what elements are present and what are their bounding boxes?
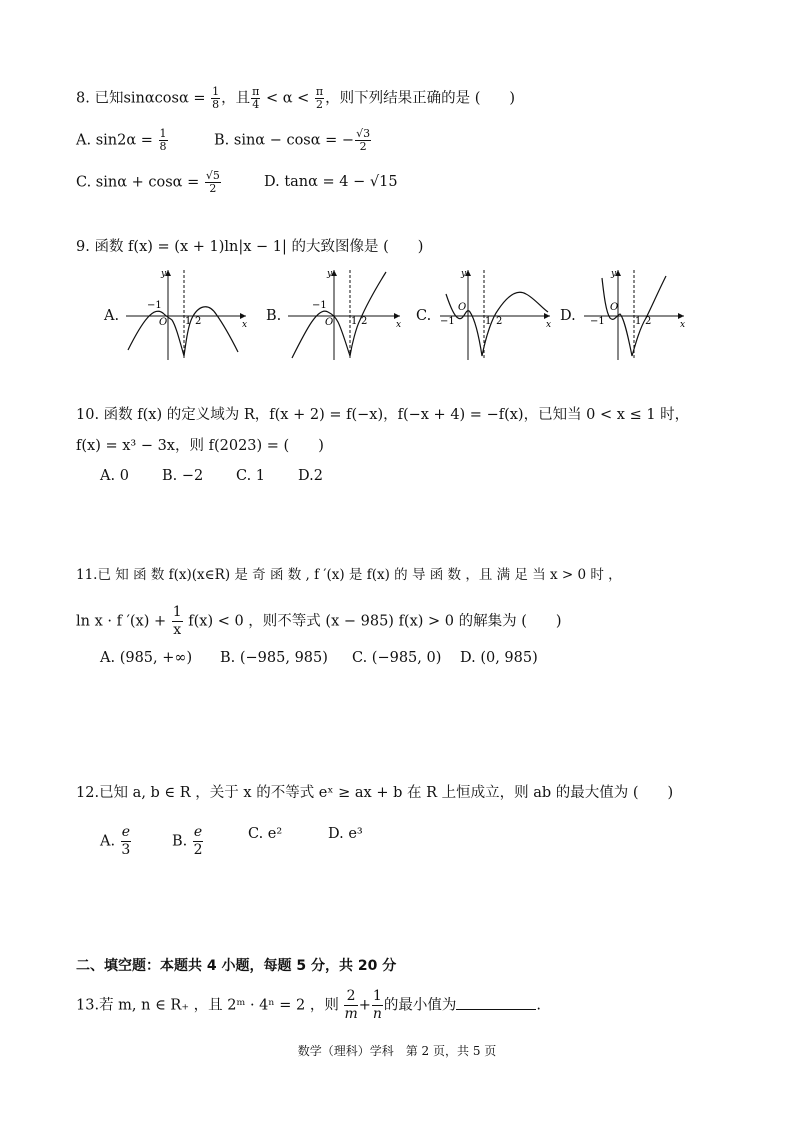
svg-text:y: y [611,269,617,279]
q8-expr: sinαcosα = [123,90,206,107]
q12-option-a[interactable]: A. $\frac{e}{3}$ [100,824,131,858]
q12-stem: 12.已知 a, b ∈ R ，关于 x 的不等式 eˣ ≥ ax + b 在 R 上恒成立，则 ab 的最大值为 ( ) [76,785,674,801]
svg-text:x: x [396,320,402,330]
svg-text:x: x [546,320,552,330]
q8-pre: 已知 [94,90,124,107]
graph-c[interactable] [436,266,554,362]
q10-option-d[interactable]: D.2 [298,468,323,484]
q12-option-b[interactable]: B. $\frac{e}{2}$ [172,824,203,858]
q8-cond-pre: ，且 [221,90,251,107]
q8-fraction: $\frac{1}{8}$ [212,85,220,111]
svg-text:1: 1 [635,316,642,327]
graph-b[interactable] [284,266,406,362]
svg-text:O: O [610,302,619,313]
q8-stem [76,86,515,111]
svg-text:y: y [461,269,467,279]
section-heading: 二、填空题：本题共 4 小题，每题 5 分，共 20 分 [76,958,397,974]
q8-post: ，则下列结果正确的是 ( ) [325,90,516,107]
svg-text:2: 2 [645,316,652,327]
svg-text:2: 2 [496,316,503,327]
page-footer: 数学（理科）学科 第 2 页，共 5 页 [297,1044,497,1058]
svg-text:O: O [159,317,168,328]
svg-text:−1: −1 [440,316,455,327]
svg-text:O: O [325,317,334,328]
q11-option-c[interactable]: C. (−985, 0) [352,650,442,666]
svg-text:x: x [242,320,248,330]
q11-line1: 11.已 知 函 数 f(x)(x∈R) 是 奇 函 数 , f ′(x) 是 f(x) 的 导 函 数 ，且 满 足 当 x > 0 时 ， [76,567,622,583]
q11-option-b[interactable]: B. (−985, 985) [220,650,328,666]
svg-text:x: x [680,320,686,330]
graph-d[interactable] [580,266,688,362]
svg-text:y: y [327,269,333,279]
q8-option-b[interactable]: B. sinα − cosα = − $\frac{√3}{2}$ [214,127,371,153]
svg-text:−1: −1 [590,316,605,327]
q9-option-d-label[interactable]: D. [560,308,576,324]
svg-text:2: 2 [195,316,202,327]
q10-line1: 10. 函数 f(x) 的定义域为 R，f(x + 2) = f(−x)，f(−x + 4) = −f(x)，已知当 0 < x ≤ 1 时， [76,407,690,423]
q12-option-d[interactable]: D. e³ [328,826,363,842]
svg-text:−1: −1 [312,300,327,311]
svg-text:2: 2 [361,316,368,327]
q10-line2: f(x) = x³ − 3x，则 f(2023) = ( ) [76,438,324,454]
graph-a[interactable] [122,266,252,362]
q8-cond-mid: < α < [265,90,310,107]
svg-text:1: 1 [485,316,492,327]
q13-answer-blank[interactable] [456,995,536,1010]
q9-option-b-label[interactable]: B. [266,308,282,324]
q13-stem: 13.若 m, n ∈ R₊ ，且 2ᵐ · 4ⁿ = 2 ，则 $\frac{2}{m}$ + $\frac{1}{n}$ 的最小值为 . [76,988,541,1022]
q11-option-a[interactable]: A. (985, +∞) [100,650,193,666]
svg-text:1: 1 [185,316,192,327]
q10-option-a[interactable]: A. 0 [100,468,129,484]
q9-option-c-label[interactable]: C. [416,308,432,324]
svg-text:1: 1 [351,316,358,327]
q9-option-a-label[interactable]: A. [104,308,120,324]
svg-text:−1: −1 [147,300,162,311]
q8-number: 8. [76,90,90,107]
q12-option-c[interactable]: C. e² [248,826,283,842]
q8-option-c[interactable]: C. sinα + cosα = $\frac{√5}{2}$ [76,169,220,195]
q10-option-c[interactable]: C. 1 [236,468,266,484]
q11-option-d[interactable]: D. (0, 985) [460,650,538,666]
svg-text:y: y [161,269,167,279]
q9-stem: 9. 函数 f(x) = (x + 1)ln|x − 1| 的大致图像是 ( ) [76,239,424,255]
q10-option-b[interactable]: B. −2 [162,468,204,484]
q8-cond-fraction-a: $\frac{\pi}{4}$ [252,85,260,111]
q8-option-a[interactable]: A. sin2α = $\frac{1}{8}$ [76,127,167,153]
q8-cond-fraction-b: $\frac{\pi}{2}$ [315,85,324,111]
q8-option-d[interactable]: D. tanα = 4 − √15 [264,174,398,190]
svg-text:O: O [458,302,467,313]
q11-line2: ln x · f ′(x) + $\frac{1}{x}$ f(x) < 0 ，则不等式 (x − 985) f(x) > 0 的解集为 ( ) [76,604,562,638]
